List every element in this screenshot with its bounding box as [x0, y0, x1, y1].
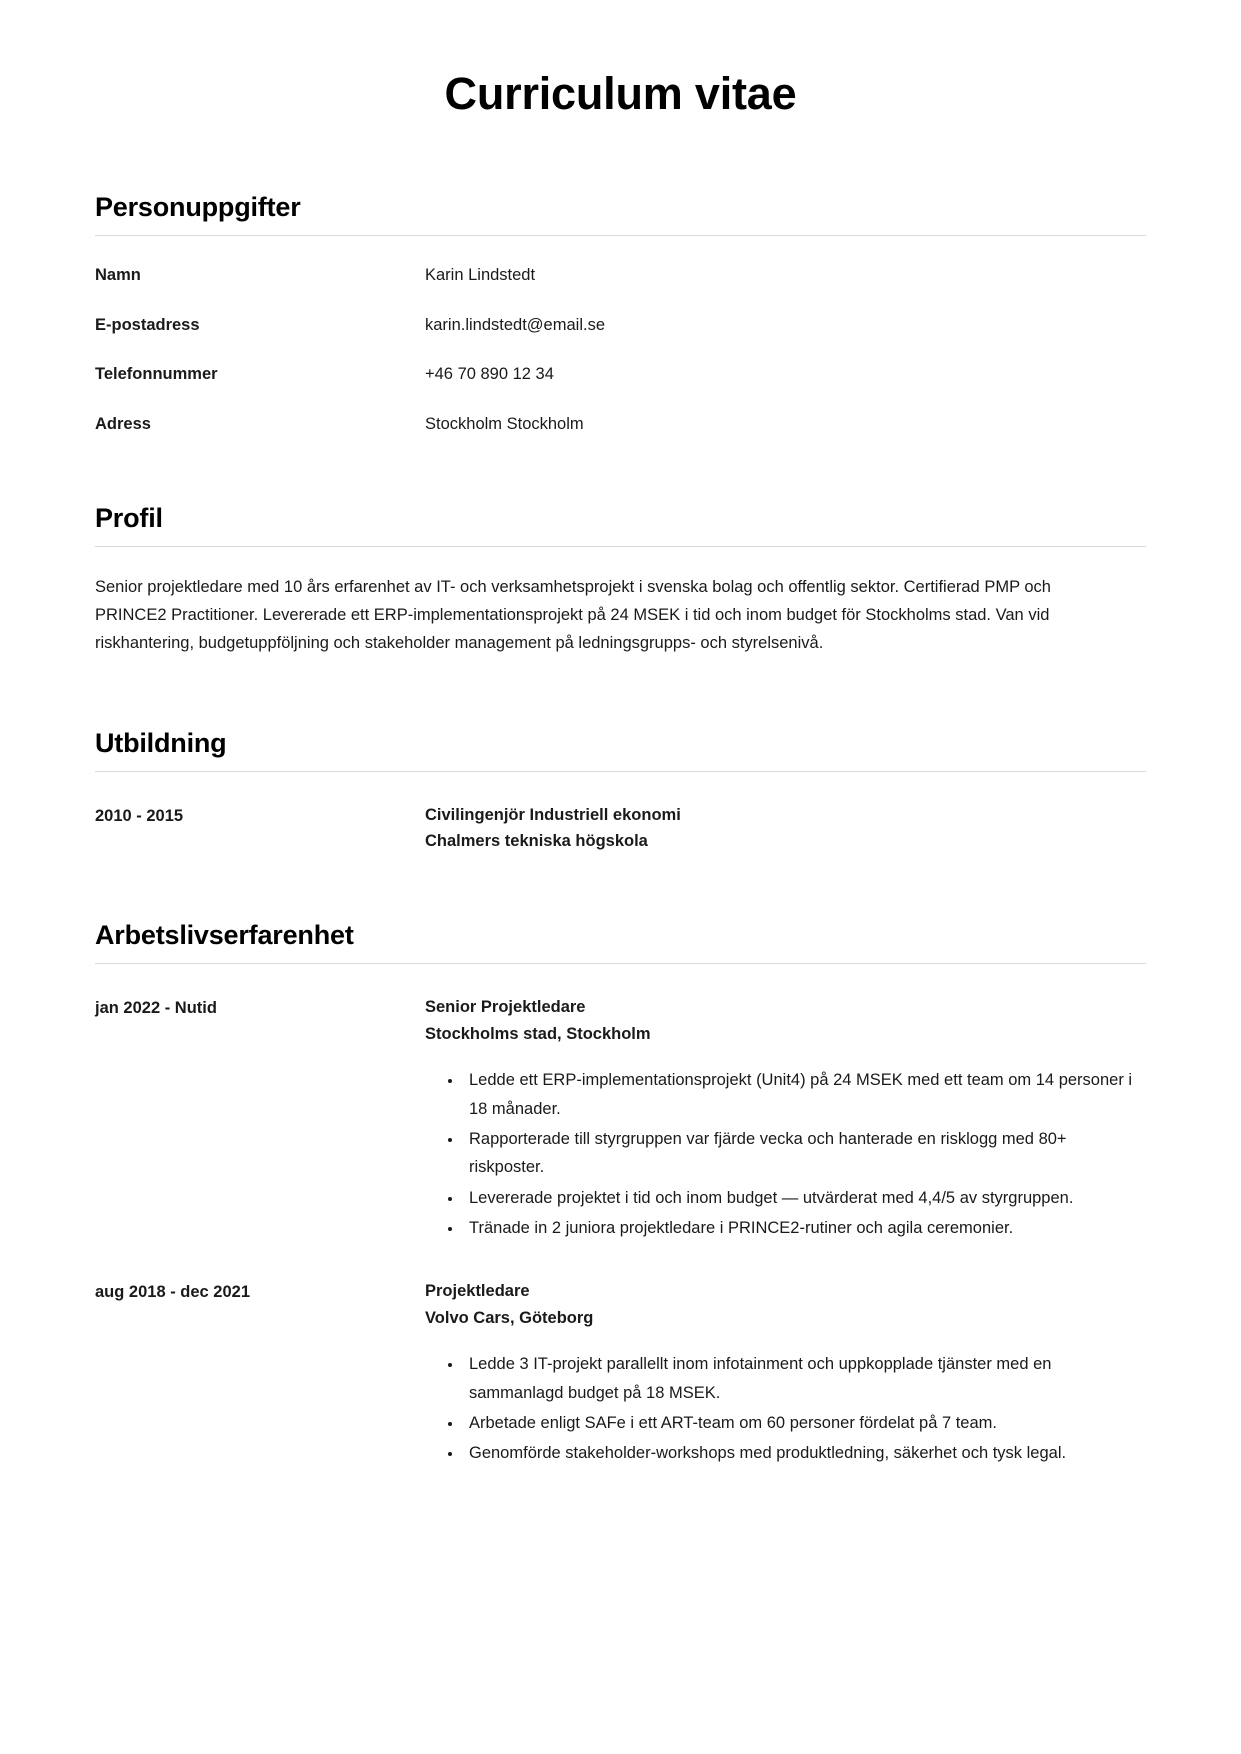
section-education	[95, 728, 1146, 855]
list-item: • Rapporterade till styrgruppen var fjärde vecka och hanterade en risklogg med 80+ riskposter.	[463, 1125, 1146, 1182]
experience-entry-body	[425, 994, 1146, 1244]
experience-entry-company: Stockholms stad, Stockholm	[425, 1024, 651, 1043]
section-divider	[95, 771, 1146, 772]
list-item: • Levererade projektet i tid och inom budget — utvärderat med 4,4/5 av styrgruppen.	[463, 1184, 1146, 1212]
detail-row-name	[95, 265, 1146, 286]
page-title: Curriculum vitae	[444, 68, 797, 119]
section-divider	[95, 546, 1146, 547]
section-divider	[95, 235, 1146, 236]
experience-entry-date: aug 2018 - dec 2021	[95, 1283, 251, 1302]
experience-entry-body	[425, 1278, 1146, 1469]
profile-summary-text: Senior projektledare med 10 års erfarenhet av IT- och verksamhetsprojekt i svenska bolag och offentlig sektor. Certifierad PMP och PRINCE2 Practitioner. Levererade ett ERP-implementationsprojekt på 24 MSEK i tid och inom budget för Stockholms stad. Van vid riskhantering, budgetuppföljning och stakeholder management på ledningsgrupps- och styrelsenivå.	[95, 577, 1051, 653]
education-entry-degree: Civilingenjör Industriell ekonomi	[425, 805, 681, 824]
section-divider	[95, 963, 1146, 964]
experience-entry-bullets	[425, 1066, 1146, 1242]
list-item: • Ledde 3 IT-projekt parallellt inom infotainment och uppkopplade tjänster med en sammanlagd budget på 18 MSEK.	[463, 1350, 1146, 1407]
experience-entry-role: Senior Projektledare	[425, 998, 586, 1017]
detail-value: +46 70 890 12 34	[425, 365, 554, 384]
detail-label: Namn	[95, 266, 141, 284]
education-entry-school: Chalmers tekniska högskola	[425, 832, 648, 851]
detail-value: Stockholm Stockholm	[425, 414, 584, 433]
education-entry-body	[425, 802, 1146, 855]
experience-entry	[95, 1278, 1146, 1469]
section-heading-personal-details: Personuppgifter	[95, 192, 301, 222]
detail-label: E-postadress	[95, 315, 200, 334]
section-heading-education: Utbildning	[95, 727, 227, 758]
detail-label: Telefonnummer	[95, 365, 218, 384]
experience-entry-company: Volvo Cars, Göteborg	[425, 1308, 594, 1327]
detail-value: Karin Lindstedt	[425, 266, 536, 284]
experience-entry-date: jan 2022 - Nutid	[95, 999, 217, 1018]
list-item: • Arbetade enligt SAFe i ett ART-team om 60 personer fördelat på 7 team.	[463, 1409, 1146, 1437]
section-profile	[95, 503, 1146, 658]
education-entry-date: 2010 - 2015	[95, 806, 184, 825]
experience-entry	[95, 994, 1146, 1244]
list-item: • Ledde ett ERP-implementationsprojekt (Unit4) på 24 MSEK med ett team om 14 personer i 18 månader.	[463, 1066, 1146, 1123]
detail-row-phone	[95, 364, 1146, 385]
detail-row-address	[95, 414, 1146, 435]
experience-entry-role: Projektledare	[425, 1282, 530, 1301]
education-entry	[95, 802, 1146, 855]
list-item: • Tränade in 2 juniora projektledare i PRINCE2-rutiner och agila ceremonier.	[463, 1214, 1146, 1242]
section-heading-profile: Profil	[95, 502, 163, 533]
section-heading-work-experience: Arbetslivserfarenhet	[95, 920, 354, 951]
experience-entry-bullets	[425, 1350, 1146, 1468]
section-work-experience	[95, 920, 1146, 1469]
detail-row-email	[95, 315, 1146, 336]
list-item: • Genomförde stakeholder-workshops med produktledning, säkerhet och tysk legal.	[463, 1439, 1146, 1467]
detail-value: karin.lindstedt@email.se	[425, 315, 605, 334]
detail-label: Adress	[95, 414, 151, 433]
section-personal-details	[95, 192, 1146, 435]
